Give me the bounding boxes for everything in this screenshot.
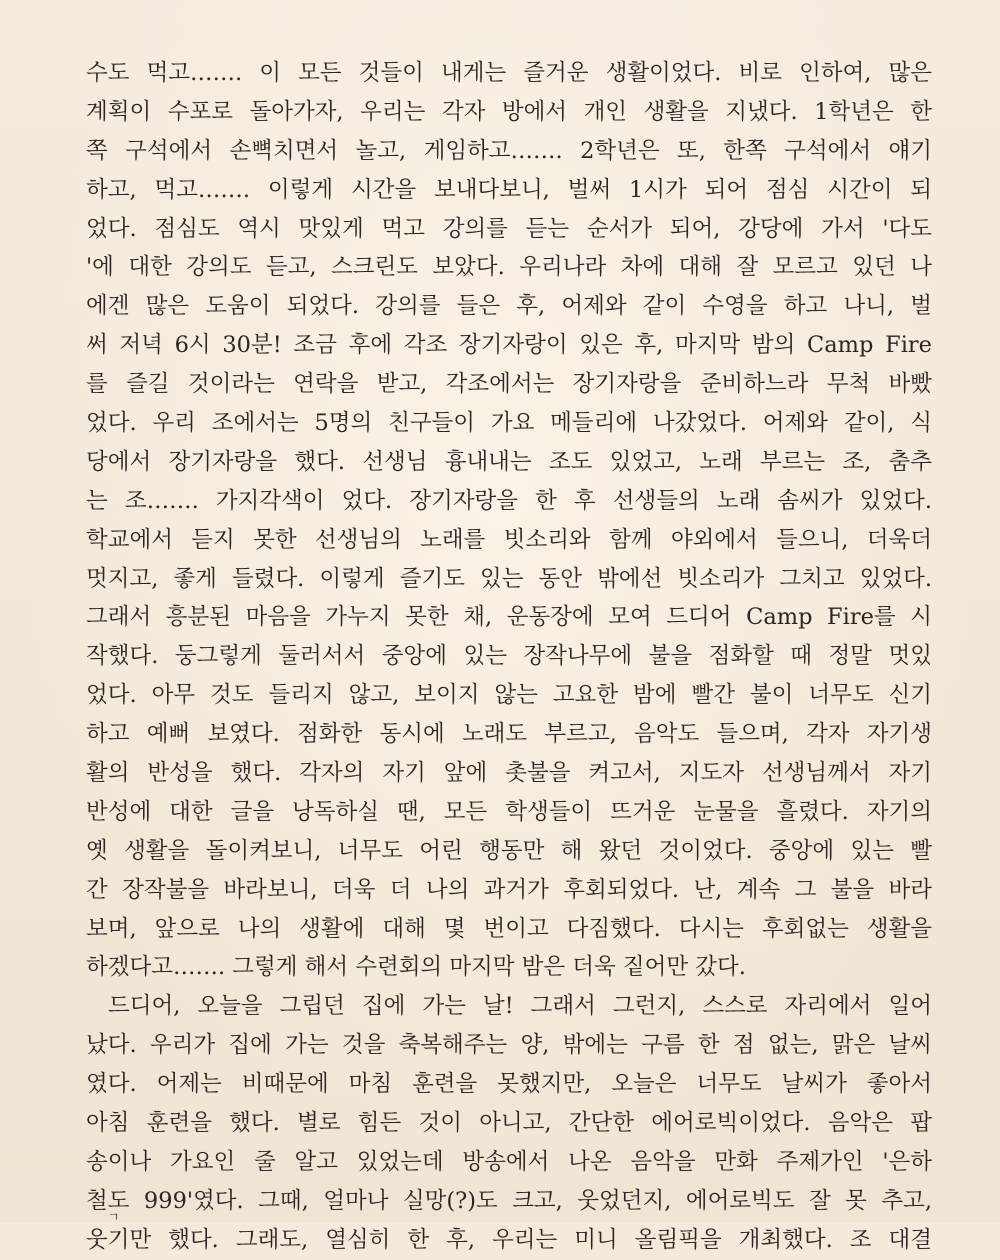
- text-line: 간 장작불을 바라보니, 더욱 더 나의 과거가 후회되었다. 난, 계속 그 불을 바라: [86, 876, 932, 903]
- text-line: 수도 먹고……. 이 모든 것들이 내게는 즐거운 생활이었다. 비로 인하여, 많은: [86, 60, 932, 86]
- page-mark: ㄱ: [108, 1210, 120, 1224]
- text-line: 활의 반성을 했다. 각자의 자기 앞에 촛불을 켜고서, 지도자 선생님께서 자기: [86, 760, 932, 787]
- text-line: 는 조……. 가지각색이 었다. 장기자랑을 한 후 선생들의 노래 솜씨가 있었다.: [86, 487, 932, 514]
- paragraph-end-line: 하겠다고……. 그렇게 해서 수련회의 마지막 밤은 더욱 짙어만 갔다.: [86, 954, 746, 981]
- text-line: 반성에 대한 글을 낭독하실 땐, 모든 학생들이 뜨거운 눈물을 흘렸다. 자기의: [86, 798, 932, 825]
- text-line: 계획이 수포로 돌아가자, 우리는 각자 방에서 개인 생활을 지냈다. 1학년은 한: [86, 98, 932, 125]
- text-line: 에겐 많은 도움이 되었다. 강의를 들은 후, 어제와 같이 수영을 하고 나니, 벌: [86, 293, 932, 320]
- paragraph-start-line: 드디어, 오늘을 그립던 집에 가는 날! 그래서 그런지, 스스로 자리에서 일어: [108, 993, 932, 1020]
- text-line: 났다. 우리가 집에 가는 것을 축복해주는 양, 밖에는 구름 한 점 없는, 맑은 날씨: [86, 1032, 932, 1059]
- text-line: 웃기만 했다. 그래도, 열심히 한 후, 우리는 미니 올림픽을 개최했다. 조 대결: [86, 1226, 932, 1253]
- text-line: 철도 999'였다. 그때, 얼마나 실망(?)도 크고, 웃었던지, 에어로빅도 잘 못 추고,: [86, 1187, 932, 1214]
- text-line: 송이나 가요인 줄 알고 있었는데 방송에서 나온 음악을 만화 주제가인 '은하: [86, 1148, 932, 1175]
- text-line: 작했다. 둥그렇게 둘러서서 중앙에 있는 장작나무에 불을 점화할 때 정말 멋있: [86, 643, 932, 670]
- text-line: 당에서 장기자랑을 했다. 선생님 흉내내는 조도 있었고, 노래 부르는 조, 춤추: [86, 448, 932, 475]
- text-line: '에 대한 강의도 듣고, 스크린도 보았다. 우리나라 차에 대해 잘 모르고 있던 나: [86, 254, 932, 281]
- text-line: 였다. 어제는 비때문에 마침 훈련을 못했지만, 오늘은 너무도 날씨가 좋아서: [86, 1071, 932, 1098]
- text-line: 멋지고, 좋게 들렸다. 이렇게 즐기도 있는 동안 밖에선 빗소리가 그치고 있었다.: [86, 565, 932, 592]
- text-line: 아침 훈련을 했다. 별로 힘든 것이 아니고, 간단한 에어로빅이었다. 음악은 팝: [86, 1110, 932, 1137]
- text-line: 를 즐길 것이라는 연락을 받고, 각조에서는 장기자랑을 준비하느라 무척 바빴: [86, 371, 932, 398]
- text-line: 옛 생활을 돌이켜보니, 너무도 어린 행동만 해 왔던 것이었다. 중앙에 있는 빨: [86, 837, 932, 864]
- text-line: 그래서 흥분된 마음을 가누지 못한 채, 운동장에 모여 드디어 Camp Fire를 시: [86, 604, 932, 631]
- text-line: 었다. 아무 것도 들리지 않고, 보이지 않는 고요한 밤에 빨간 불이 너무도 신기: [86, 682, 932, 709]
- text-line: 보며, 앞으로 나의 생활에 대해 몇 번이고 다짐했다. 다시는 후회없는 생활을: [86, 915, 932, 942]
- text-line: 하고 예뻐 보였다. 점화한 동시에 노래도 부르고, 음악도 들으며, 각자 자기생: [86, 721, 932, 748]
- document-body: [86, 54, 932, 1260]
- text-line: 었다. 우리 조에서는 5명의 친구들이 가요 메들리에 나갔었다. 어제와 같이, 식: [86, 410, 932, 437]
- text-line: 학교에서 듣지 못한 선생님의 노래를 빗소리와 함께 야외에서 들으니, 더욱더: [86, 526, 932, 553]
- text-line: 써 저녁 6시 30분! 조금 후에 각조 장기자랑이 있은 후, 마지막 밤의 Camp Fire: [86, 332, 932, 359]
- text-line: 었다. 점심도 역시 맛있게 먹고 강의를 듣는 순서가 되어, 강당에 가서 '다도: [86, 215, 932, 242]
- text-line: 하고, 먹고……. 이렇게 시간을 보내다보니, 벌써 1시가 되어 점심 시간이 되: [86, 176, 932, 203]
- text-line: 쪽 구석에서 손뼉치면서 놀고, 게임하고……. 2학년은 또, 한쪽 구석에서 얘기: [86, 137, 932, 164]
